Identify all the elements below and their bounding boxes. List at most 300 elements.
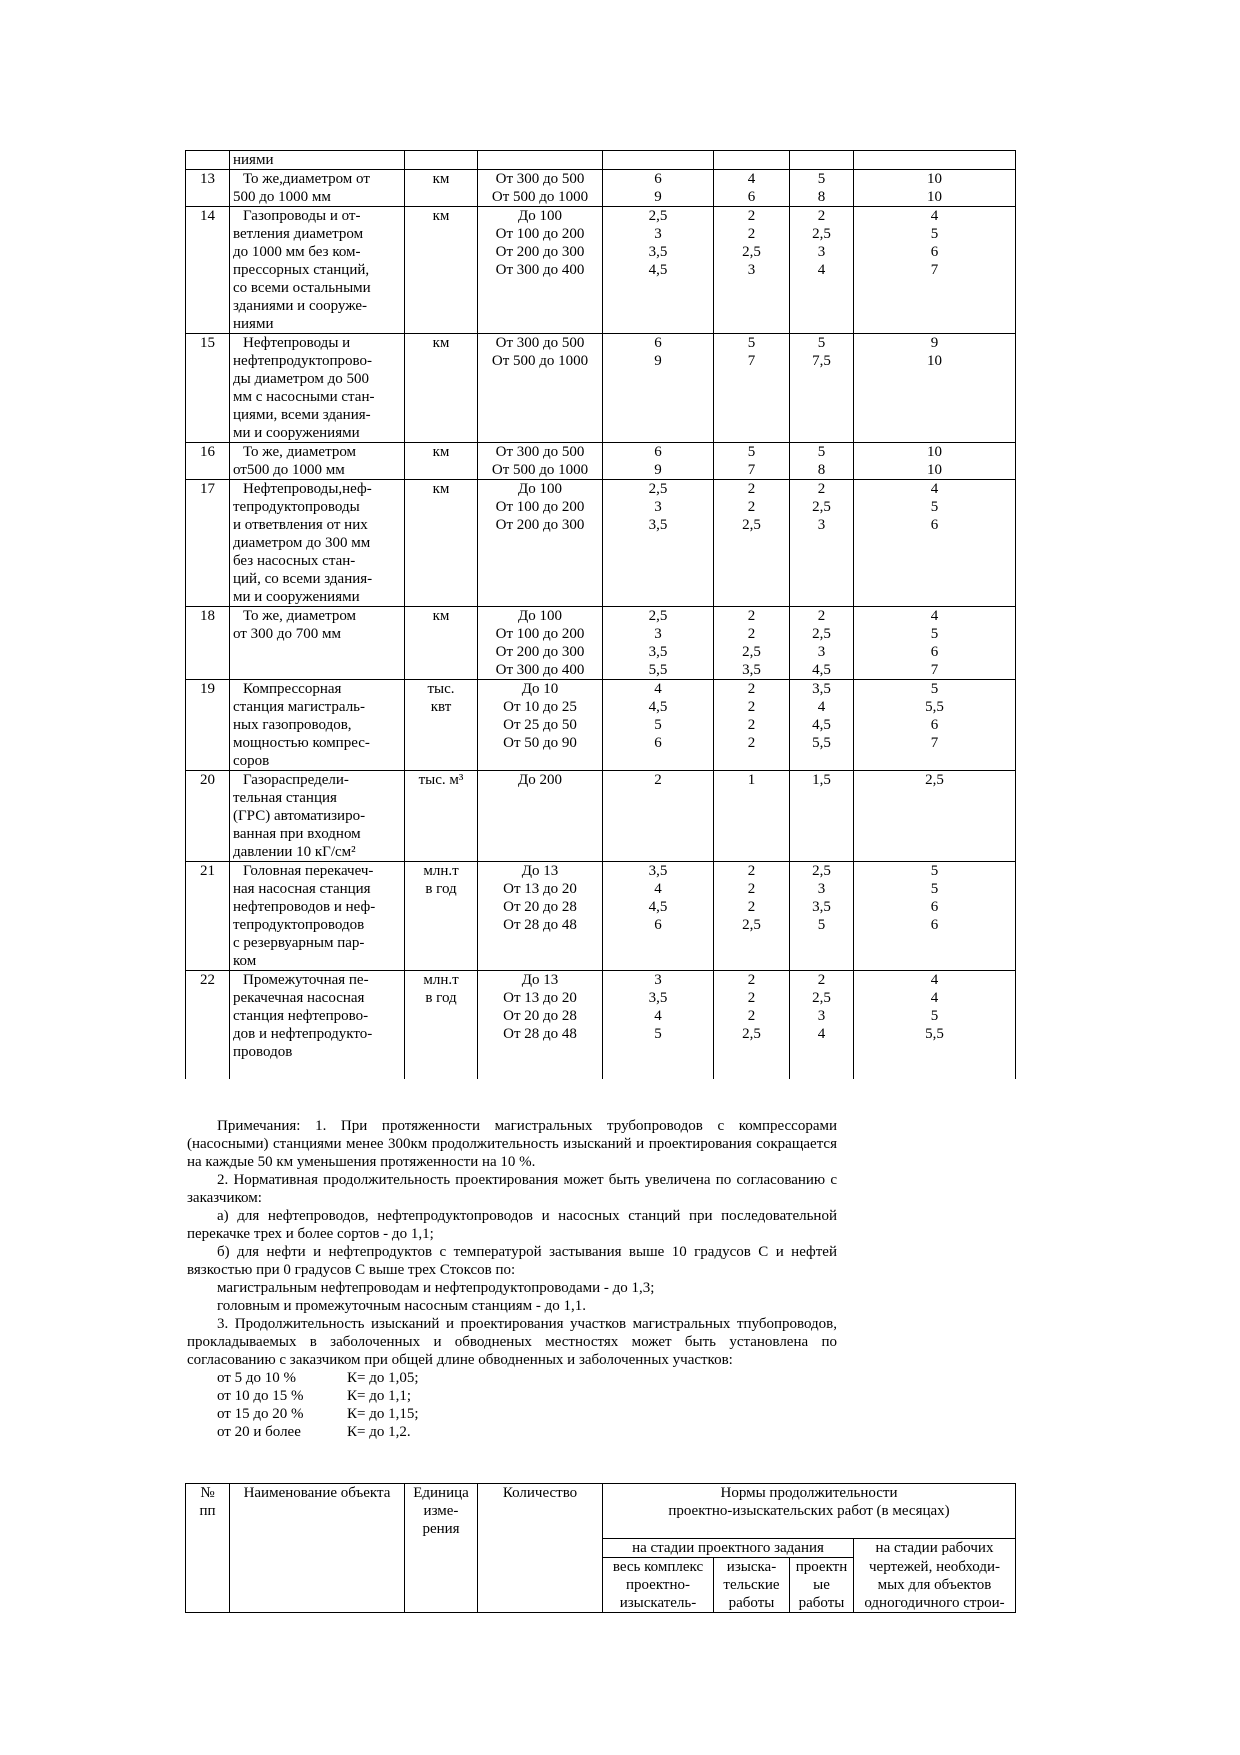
working-drawings-months-line: 4 — [930, 972, 939, 988]
full-complex-months-line: 3 — [654, 626, 662, 642]
object-name-line: ком — [233, 953, 257, 969]
row-number-cell — [186, 680, 230, 771]
header-quantity: Количество — [478, 1484, 603, 1613]
working-drawings-months-line: 10 — [927, 353, 942, 369]
working-drawings-months-line: 7 — [930, 735, 939, 751]
working-drawings-months-line: 5,5 — [925, 1026, 944, 1042]
quantity-line: От 500 до 1000 — [491, 189, 589, 205]
working-drawings-months-cell — [854, 334, 1016, 443]
quantity-cell — [478, 607, 603, 680]
object-name-line: Нефтепроводы и — [243, 335, 351, 351]
object-name-cell — [230, 207, 405, 334]
note-1: Примечания: 1. При протяженности магистральных трубопроводов с компрессорами (насосными) станциями менее 300км продолжительность изысканий и проектирования сокращается на каждые 50 км уменьшения протяженности на 10 %. — [187, 1118, 837, 1170]
full-complex-months-cell — [603, 480, 714, 607]
survey-months-line: 2 — [747, 717, 756, 733]
design-months-line: 2,5 — [812, 499, 831, 515]
quantity-line: От 20 до 28 — [503, 899, 577, 915]
coefficient-range: от 15 до 20 % — [217, 1406, 304, 1422]
design-months-cell — [790, 862, 854, 971]
full-complex-months-line: 3 — [654, 226, 662, 242]
working-drawings-months-cell — [854, 971, 1016, 1080]
unit-line: км — [432, 608, 450, 624]
name-cell: ниями — [230, 151, 405, 170]
survey-months-line: 6 — [747, 189, 756, 205]
coefficient-range: от 10 до 15 % — [217, 1388, 304, 1404]
object-name-line: ми и сооружениями — [233, 589, 360, 605]
design-months-line: 2,5 — [812, 990, 831, 1006]
object-name-line: Газораспредели- — [243, 772, 349, 788]
table-row — [186, 680, 1016, 771]
full-complex-months-line: 2,5 — [648, 481, 668, 497]
object-name-line: станция магистраль- — [233, 699, 366, 715]
working-drawings-months-line: 5 — [930, 499, 939, 515]
survey-months-cell — [714, 771, 790, 862]
working-drawings-months-cell — [854, 207, 1016, 334]
design-months-line: 3 — [817, 244, 826, 260]
working-drawings-months-line: 5 — [930, 863, 939, 879]
quantity-line: От 300 до 500 — [495, 444, 585, 460]
design-months-line: 2 — [817, 481, 826, 497]
survey-months-line: 2 — [747, 972, 756, 988]
row-number: 14 — [200, 208, 215, 224]
design-months-line: 4 — [817, 699, 826, 715]
row-number-cell — [186, 170, 230, 207]
full-complex-months-line: 4,5 — [648, 699, 668, 715]
unit-line: тыс. м³ — [418, 772, 464, 788]
full-complex-months-line: 3,5 — [648, 244, 668, 260]
survey-months-cell — [714, 480, 790, 607]
working-drawings-months-line: 6 — [930, 917, 939, 933]
header-no: № пп — [186, 1484, 230, 1613]
header-stage-work: на стадии рабочих — [854, 1539, 1016, 1558]
object-name-line: тепродуктопроводов — [233, 917, 365, 933]
quantity-line: От 300 до 400 — [495, 662, 585, 678]
unit-cell — [405, 680, 478, 771]
working-drawings-months-line: 5 — [930, 881, 939, 897]
table-row — [186, 480, 1016, 607]
survey-months-cell — [714, 607, 790, 680]
design-months-line: 3,5 — [812, 899, 831, 915]
survey-months-line: 2,5 — [742, 517, 761, 533]
object-name-line: зданиями и сооруже- — [233, 298, 368, 314]
object-name-line: Головная перекачеч- — [243, 863, 374, 879]
row-number-cell — [186, 771, 230, 862]
design-months-cell — [790, 170, 854, 207]
table-row — [186, 607, 1016, 680]
working-drawings-months-line: 5 — [930, 226, 939, 242]
object-name-line: ниями — [233, 316, 274, 332]
unit-line: млн.т — [423, 863, 459, 879]
survey-months-line: 5 — [747, 444, 756, 460]
design-months-line: 4 — [817, 1026, 826, 1042]
survey-months-cell — [714, 443, 790, 480]
full-complex-months-line: 4,5 — [648, 899, 668, 915]
object-name-line: прессорных станций, — [233, 262, 370, 278]
survey-months-line: 2 — [747, 226, 756, 242]
object-name-line: соров — [233, 753, 270, 769]
full-complex-months-cell — [603, 334, 714, 443]
row-number: 15 — [200, 335, 215, 351]
quantity-line: От 100 до 200 — [495, 499, 585, 515]
full-complex-months-cell — [603, 207, 714, 334]
working-drawings-months-line: 5 — [930, 1008, 939, 1024]
object-name-line: ций, со всеми здания- — [233, 571, 373, 587]
object-name-cell — [230, 771, 405, 862]
design-months-cell — [790, 207, 854, 334]
row-number-cell — [186, 207, 230, 334]
unit-cell — [405, 862, 478, 971]
note-2: 2. Нормативная продолжительность проектирования может быть увеличена по согласованию с заказчиком: — [187, 1172, 837, 1206]
header-sub-survey: изыска- тельские работы — [714, 1558, 790, 1613]
row-number-cell — [186, 862, 230, 971]
design-months-line: 8 — [817, 462, 826, 478]
survey-months-cell — [714, 334, 790, 443]
header-sub-full: весь комплекс проектно- изыскатель- — [603, 1558, 714, 1613]
design-months-line: 2,5 — [812, 226, 831, 242]
object-name-line: Компрессорная — [243, 681, 342, 697]
quantity-line: От 20 до 28 — [503, 1008, 577, 1024]
design-months-cell — [790, 443, 854, 480]
design-months-line: 5 — [817, 335, 826, 351]
design-months-line: 4,5 — [812, 662, 831, 678]
full-complex-months-cell — [603, 680, 714, 771]
row-number: 20 — [200, 772, 215, 788]
unit-cell — [405, 334, 478, 443]
duration-norms-table — [185, 150, 1016, 1079]
survey-months-line: 2 — [747, 699, 756, 715]
row-number-cell — [186, 607, 230, 680]
working-drawings-months-line: 4 — [930, 481, 939, 497]
full-complex-months-line: 2,5 — [648, 608, 668, 624]
working-drawings-months-line: 6 — [930, 644, 939, 660]
survey-months-line: 2 — [747, 499, 756, 515]
working-drawings-months-cell — [854, 680, 1016, 771]
design-months-line: 5 — [817, 171, 826, 187]
full-complex-months-line: 4 — [654, 881, 662, 897]
table-row — [186, 862, 1016, 971]
design-months-cell — [790, 334, 854, 443]
quantity-line: От 28 до 48 — [503, 1026, 577, 1042]
header-norms: Нормы продолжительности проектно-изыскательских работ (в месяцах) — [603, 1484, 1016, 1539]
survey-months-line: 2,5 — [742, 1026, 761, 1042]
header-sub-work: чертежей, необходи- мых для объектов одногодичного строи- — [854, 1558, 1016, 1613]
working-drawings-months-line: 10 — [927, 189, 942, 205]
survey-months-line: 2 — [747, 990, 756, 1006]
full-complex-months-line: 9 — [654, 189, 662, 205]
unit-line: тыс. — [427, 681, 455, 697]
full-complex-months-line: 4 — [654, 1008, 662, 1024]
quantity-line: До 10 — [521, 681, 559, 697]
design-months-line: 2,5 — [812, 863, 831, 879]
quantity-cell — [478, 207, 603, 334]
full-complex-months-line: 6 — [654, 917, 662, 933]
note-3: 3. Продолжительность изысканий и проектирования участков магистральных тпубопроводов, прокладываемых в заболоченных и обводненых местностях может быть установлена по согласованию с заказчиком при общей длине обводненных и заболоченных участков: — [187, 1316, 837, 1368]
design-months-line: 3,5 — [812, 681, 831, 697]
full-complex-months-cell — [603, 971, 714, 1080]
working-drawings-months-line: 10 — [927, 171, 942, 187]
coefficient-value: К= до 1,15; — [347, 1406, 419, 1422]
design-months-cell — [790, 607, 854, 680]
row-number: 19 — [200, 681, 215, 697]
design-months-line: 2 — [817, 208, 826, 224]
unit-line: км — [432, 444, 450, 460]
design-months-line: 3 — [817, 1008, 826, 1024]
object-name-line: нефтепродуктопрово- — [233, 353, 372, 369]
object-name-line: То же, диаметром — [243, 608, 357, 624]
working-drawings-months-line: 4 — [930, 608, 939, 624]
survey-months-line: 2 — [747, 608, 756, 624]
row-number: 22 — [200, 972, 215, 988]
design-months-line: 3 — [817, 881, 826, 897]
full-complex-months-line: 3,5 — [648, 990, 668, 1006]
quantity-cell — [478, 334, 603, 443]
object-name-line: тельная станция — [233, 790, 337, 806]
quantity-cell — [478, 971, 603, 1080]
coefficient-range: от 20 и более — [217, 1424, 301, 1440]
design-months-line: 3 — [817, 517, 826, 533]
object-name-cell — [230, 607, 405, 680]
table-row — [186, 443, 1016, 480]
row-number-cell — [186, 443, 230, 480]
object-name-line: То же, диаметром — [243, 444, 357, 460]
object-name-line: То же,диаметром от — [243, 171, 370, 187]
full-complex-months-line: 3,5 — [648, 644, 668, 660]
row-number-cell — [186, 480, 230, 607]
note-2a: а) для нефтепроводов, нефтепродуктопроводов и насосных станций при последовательной перекачке трех и более сортов - до 1,1; — [187, 1208, 837, 1242]
full-complex-months-line: 6 — [654, 335, 662, 351]
object-name-line: с резервуарным пар- — [233, 935, 365, 951]
quantity-cell — [478, 170, 603, 207]
working-drawings-months-line: 6 — [930, 244, 939, 260]
full-complex-months-cell — [603, 607, 714, 680]
working-drawings-months-line: 10 — [927, 444, 942, 460]
full-complex-months-line: 6 — [654, 171, 662, 187]
survey-months-line: 2 — [747, 899, 756, 915]
survey-months-line: 2,5 — [742, 244, 761, 260]
full-complex-months-cell — [603, 862, 714, 971]
object-name-line: дов и нефтепродукто- — [233, 1026, 373, 1042]
object-name-cell — [230, 480, 405, 607]
object-name-cell — [230, 334, 405, 443]
survey-months-line: 2 — [747, 735, 756, 751]
object-name-line: и ответвления от них — [233, 517, 368, 533]
survey-months-line: 2 — [747, 681, 756, 697]
working-drawings-months-cell — [854, 443, 1016, 480]
full-complex-months-cell — [603, 771, 714, 862]
header-name: Наименование объекта — [230, 1484, 405, 1613]
table-header-repeat — [185, 1483, 1016, 1613]
note-2b: б) для нефти и нефтепродуктов с температурой застывания выше 10 градусов С и нефтей вязкостью при 0 градусов С выше трех Стоксов по: — [187, 1244, 837, 1278]
survey-months-line: 7 — [747, 462, 756, 478]
design-months-line: 5,5 — [812, 735, 831, 751]
unit-line: км — [432, 335, 450, 351]
row-number: 17 — [200, 481, 215, 497]
header-sub-design: проектн ые работы — [790, 1558, 854, 1613]
design-months-line: 4 — [817, 262, 826, 278]
note-2b-item-2: головным и промежуточным насосным станциям - до 1,1. — [217, 1298, 587, 1314]
working-drawings-months-line: 6 — [930, 899, 939, 915]
table-row — [186, 971, 1016, 1080]
object-name-line: Промежуточная пе- — [243, 972, 369, 988]
object-name-cell — [230, 862, 405, 971]
quantity-line: От 200 до 300 — [495, 644, 585, 660]
working-drawings-months-line: 4 — [930, 990, 939, 1006]
object-name-line: рекачечная насосная — [233, 990, 365, 1006]
design-months-line: 2,5 — [812, 626, 831, 642]
unit-line: км — [432, 171, 450, 187]
object-name-line: нефтепроводов и неф- — [233, 899, 376, 915]
unit-line: квт — [430, 699, 452, 715]
object-name-line: ванная при входном — [233, 826, 361, 842]
header-unit: Единица изме- рения — [405, 1484, 478, 1613]
unit-line: млн.т — [423, 972, 459, 988]
coefficient-value: К= до 1,2. — [347, 1424, 411, 1440]
object-name-cell — [230, 971, 405, 1080]
design-months-cell — [790, 971, 854, 1080]
survey-months-line: 2 — [747, 1008, 756, 1024]
full-complex-months-line: 3,5 — [648, 517, 668, 533]
row-number-cell — [186, 334, 230, 443]
working-drawings-months-cell — [854, 607, 1016, 680]
quantity-line: До 100 — [518, 608, 562, 624]
object-name-line: от500 до 1000 мм — [233, 462, 345, 478]
design-months-cell — [790, 771, 854, 862]
quantity-line: От 13 до 20 — [503, 881, 577, 897]
object-name-line: ветления диаметром — [233, 226, 364, 242]
design-months-cell — [790, 480, 854, 607]
object-name-line: ных газопроводов, — [233, 717, 352, 733]
unit-cell — [405, 771, 478, 862]
unit-cell — [405, 207, 478, 334]
working-drawings-months-line: 5 — [930, 681, 939, 697]
coefficient-value: К= до 1,1; — [347, 1388, 412, 1404]
unit-line: км — [432, 481, 450, 497]
object-name-line: проводов — [233, 1044, 293, 1060]
coefficient-item — [187, 1387, 837, 1405]
quantity-line: От 10 до 25 — [503, 699, 577, 715]
object-name-line: со всеми остальными — [233, 280, 371, 296]
header-stage-project: на стадии проектного задания — [603, 1539, 854, 1558]
quantity-cell — [478, 862, 603, 971]
survey-months-line: 2 — [747, 481, 756, 497]
quantity-line: От 25 до 50 — [503, 717, 577, 733]
object-name-line: Нефтепроводы,неф- — [243, 481, 372, 497]
quantity-line: До 13 — [521, 863, 559, 879]
quantity-line: От 300 до 400 — [495, 262, 585, 278]
row-number: 21 — [200, 863, 215, 879]
survey-months-line: 1 — [747, 772, 756, 788]
table-row — [186, 170, 1016, 207]
notes-section — [187, 1117, 837, 1441]
working-drawings-months-line: 6 — [930, 517, 939, 533]
quantity-line: От 300 до 500 — [495, 171, 585, 187]
full-complex-months-line: 2 — [654, 772, 662, 788]
unit-cell — [405, 971, 478, 1080]
survey-months-line: 2 — [747, 863, 756, 879]
design-months-line: 5 — [817, 444, 826, 460]
object-name-line: диаметром до 300 мм — [233, 535, 371, 551]
design-months-line: 8 — [817, 189, 826, 205]
unit-cell — [405, 607, 478, 680]
quantity-line: От 300 до 500 — [495, 335, 585, 351]
object-name-line: тепродуктопроводы — [233, 499, 360, 515]
object-name-line: циями, всеми здания- — [233, 407, 371, 423]
quantity-line: До 200 — [518, 772, 562, 788]
object-name-line: мощностью компрес- — [233, 735, 370, 751]
unit-line: км — [432, 208, 450, 224]
quantity-cell — [478, 680, 603, 771]
working-drawings-months-cell — [854, 480, 1016, 607]
survey-months-line: 7 — [747, 353, 756, 369]
design-months-cell — [790, 680, 854, 771]
quantity-line: От 500 до 1000 — [491, 353, 589, 369]
quantity-line: От 13 до 20 — [503, 990, 577, 1006]
row-number-cell — [186, 971, 230, 1080]
full-complex-months-line: 5 — [654, 1026, 662, 1042]
quantity-line: От 200 до 300 — [495, 244, 585, 260]
table-row — [186, 771, 1016, 862]
unit-line: в год — [425, 990, 457, 1006]
object-name-line: ная насосная станция — [233, 881, 371, 897]
row-number: 18 — [200, 608, 215, 624]
survey-months-cell — [714, 862, 790, 971]
design-months-line: 7,5 — [812, 353, 831, 369]
quantity-line: От 500 до 1000 — [491, 462, 589, 478]
working-drawings-months-cell — [854, 771, 1016, 862]
quantity-line: От 28 до 48 — [503, 917, 577, 933]
survey-months-cell — [714, 170, 790, 207]
table-row — [186, 207, 1016, 334]
survey-months-line: 3,5 — [742, 662, 761, 678]
object-name-line: ми и сооружениями — [233, 425, 360, 441]
survey-months-line: 2 — [747, 626, 756, 642]
full-complex-months-cell — [603, 443, 714, 480]
coefficient-item — [187, 1405, 837, 1423]
full-complex-months-line: 6 — [654, 444, 662, 460]
working-drawings-months-line: 10 — [927, 462, 942, 478]
object-name-line: Газопроводы и от- — [243, 208, 361, 224]
working-drawings-months-line: 5,5 — [925, 699, 944, 715]
coefficient-list — [187, 1369, 837, 1441]
working-drawings-months-line: 5 — [930, 626, 939, 642]
quantity-line: До 100 — [518, 208, 562, 224]
full-complex-months-cell — [603, 170, 714, 207]
full-complex-months-line: 6 — [654, 735, 662, 751]
survey-months-cell — [714, 680, 790, 771]
design-months-line: 2 — [817, 608, 826, 624]
quantity-cell — [478, 480, 603, 607]
working-drawings-months-line: 4 — [930, 208, 939, 224]
survey-months-line: 2,5 — [742, 917, 761, 933]
survey-months-line: 4 — [747, 171, 756, 187]
design-months-line: 5 — [817, 917, 826, 933]
object-name-line: без насосных стан- — [233, 553, 356, 569]
row-number: 13 — [200, 171, 215, 187]
object-name-line: станция нефтепрово- — [233, 1008, 369, 1024]
quantity-line: От 50 до 90 — [503, 735, 577, 751]
survey-months-line: 3 — [747, 262, 756, 278]
survey-months-cell — [714, 207, 790, 334]
table-row-fragment — [186, 151, 1016, 170]
working-drawings-months-line: 6 — [930, 717, 939, 733]
object-name-line: мм с насосными стан- — [233, 389, 375, 405]
full-complex-months-line: 5,5 — [648, 662, 668, 678]
quantity-cell — [478, 771, 603, 862]
full-complex-months-line: 5 — [654, 717, 662, 733]
full-complex-months-line: 3 — [654, 972, 662, 988]
quantity-cell — [478, 443, 603, 480]
working-drawings-months-line: 9 — [930, 335, 939, 351]
